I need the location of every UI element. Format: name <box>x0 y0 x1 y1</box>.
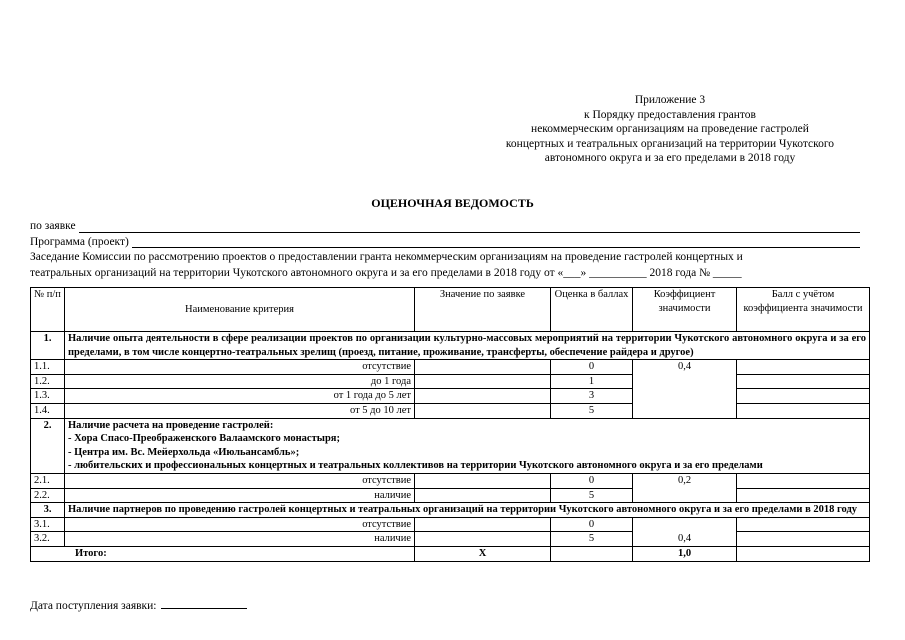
row-score: 5 <box>551 403 633 418</box>
row-num: 3.2. <box>31 532 65 547</box>
table-row <box>31 374 870 389</box>
section-title-line: Наличие расчета на проведение гастролей: <box>68 419 274 431</box>
section-title-line: - Центра им. Вс. Мейерхольда «Июльансамбль»; <box>68 446 300 458</box>
section-title-line: - любительских и профессиональных концертных и театральных коллективов на территории Чукотского автономного округа и за его пределами <box>68 460 763 472</box>
annex-header <box>490 93 850 166</box>
meeting-line-2: театральных организаций на территории Чукотского автономного округа и за его пределами в 2018 году от «___» __________ 2018 года № _____ <box>30 266 742 279</box>
section-coef: 0,4 <box>633 360 737 418</box>
header-coef: Коэффициент значимости <box>633 288 737 332</box>
table-row <box>31 360 870 375</box>
header-weighted: Балл с учётом коэффициента значимости <box>737 288 870 332</box>
row-num: 2.2. <box>31 488 65 503</box>
row-score: 5 <box>551 532 633 547</box>
meeting-line-1: Заседание Комиссии по рассмотрению проектов о предоставлении гранта некоммерческим организациям на проведение гастролей концертных и <box>30 251 743 263</box>
form-fields <box>30 219 860 281</box>
total-weighted-cell[interactable] <box>737 546 870 561</box>
section-num: 3. <box>31 503 65 518</box>
section-row <box>31 418 870 473</box>
row-name: до 1 года <box>65 374 415 389</box>
annex-line-4: концертных и театральных организаций на территории Чукотского <box>505 137 835 150</box>
document-title: ОЦЕНОЧНАЯ ВЕДОМОСТЬ <box>371 196 534 210</box>
row-num: 3.1. <box>31 517 65 532</box>
program-blank[interactable] <box>132 236 860 248</box>
table-row <box>31 488 870 503</box>
table-row <box>31 473 870 488</box>
section-title: Наличие опыта деятельности в сфере реализации проектов по организации культурно-массовых мероприятий на территории Чукотского автономного округа и за его пределами, в том числе концертно-театральных зрелищ (проезд, питание, проживание, трансферты, обеспечение райдера и другое) <box>65 332 870 360</box>
row-name: отсутствие <box>65 360 415 375</box>
received-date-field <box>30 598 247 612</box>
annex-number: Приложение 3 <box>634 94 706 106</box>
section-row <box>31 332 870 360</box>
row-num: 1.1. <box>31 360 65 375</box>
row-score: 0 <box>551 360 633 375</box>
header-num: № п/п <box>31 288 65 332</box>
section-title-line: - Хора Спасо-Преображенского Валаамского монастыря; <box>68 433 340 445</box>
application-blank[interactable] <box>79 221 860 233</box>
section-coef: 0,4 <box>633 517 737 546</box>
section-num: 2. <box>31 418 65 473</box>
weighted-cell[interactable] <box>737 360 870 375</box>
row-name: наличие <box>65 532 415 547</box>
application-label: по заявке <box>30 220 76 232</box>
annex-line-3: некоммерческим организациям на проведение гастролей <box>531 123 809 136</box>
value-cell[interactable] <box>415 360 551 375</box>
received-date-blank[interactable] <box>161 598 247 609</box>
header-value: Значение по заявке <box>415 288 551 332</box>
application-field <box>30 219 860 235</box>
row-num: 1.4. <box>31 403 65 418</box>
total-label-text: Итого: <box>75 547 107 559</box>
annex-line-2: к Порядку предоставления грантов <box>584 108 756 121</box>
received-date-label: Дата поступления заявки: <box>30 600 157 612</box>
row-name: от 1 года до 5 лет <box>65 389 415 404</box>
row-name: наличие <box>65 488 415 503</box>
value-cell[interactable] <box>415 517 551 532</box>
section-num: 1. <box>31 332 65 360</box>
section-title <box>65 418 870 473</box>
row-score: 5 <box>551 488 633 503</box>
weighted-cell[interactable] <box>737 488 870 503</box>
table-row <box>31 403 870 418</box>
row-score: 0 <box>551 473 633 488</box>
row-name: отсутствие <box>65 517 415 532</box>
row-score: 0 <box>551 517 633 532</box>
weighted-cell[interactable] <box>737 473 870 488</box>
row-num: 1.2. <box>31 374 65 389</box>
table-row <box>31 532 870 547</box>
header-score: Оценка в баллах <box>551 288 633 332</box>
total-row <box>31 546 870 561</box>
header-name: Наименование критерия <box>65 288 415 332</box>
program-label: Программа (проект) <box>30 235 129 248</box>
row-score: 1 <box>551 374 633 389</box>
value-cell[interactable] <box>415 532 551 547</box>
table-row <box>31 517 870 532</box>
table-header-row <box>31 288 870 332</box>
row-name: от 5 до 10 лет <box>65 403 415 418</box>
evaluation-table <box>30 287 870 562</box>
weighted-cell[interactable] <box>737 403 870 418</box>
row-num: 1.3. <box>31 389 65 404</box>
table-row <box>31 389 870 404</box>
total-coef: 1,0 <box>633 546 737 561</box>
value-cell[interactable] <box>415 488 551 503</box>
row-num: 2.1. <box>31 473 65 488</box>
total-value: Х <box>415 546 551 561</box>
section-row <box>31 503 870 518</box>
row-score: 3 <box>551 389 633 404</box>
weighted-cell[interactable] <box>737 532 870 547</box>
total-label <box>31 546 415 561</box>
row-name: отсутствие <box>65 473 415 488</box>
weighted-cell[interactable] <box>737 389 870 404</box>
value-cell[interactable] <box>415 403 551 418</box>
value-cell[interactable] <box>415 389 551 404</box>
program-field <box>30 235 860 251</box>
annex-line-5: автономного округа и за его пределами в 2018 году <box>544 152 796 165</box>
weighted-cell[interactable] <box>737 374 870 389</box>
weighted-cell[interactable] <box>737 517 870 532</box>
total-score-cell <box>551 546 633 561</box>
value-cell[interactable] <box>415 473 551 488</box>
section-coef: 0,2 <box>633 473 737 502</box>
value-cell[interactable] <box>415 374 551 389</box>
section-title: Наличие партнеров по проведению гастролей концертных и театральных организаций на территории Чукотского автономного округа и за его пределами в 2018 году <box>65 503 870 518</box>
